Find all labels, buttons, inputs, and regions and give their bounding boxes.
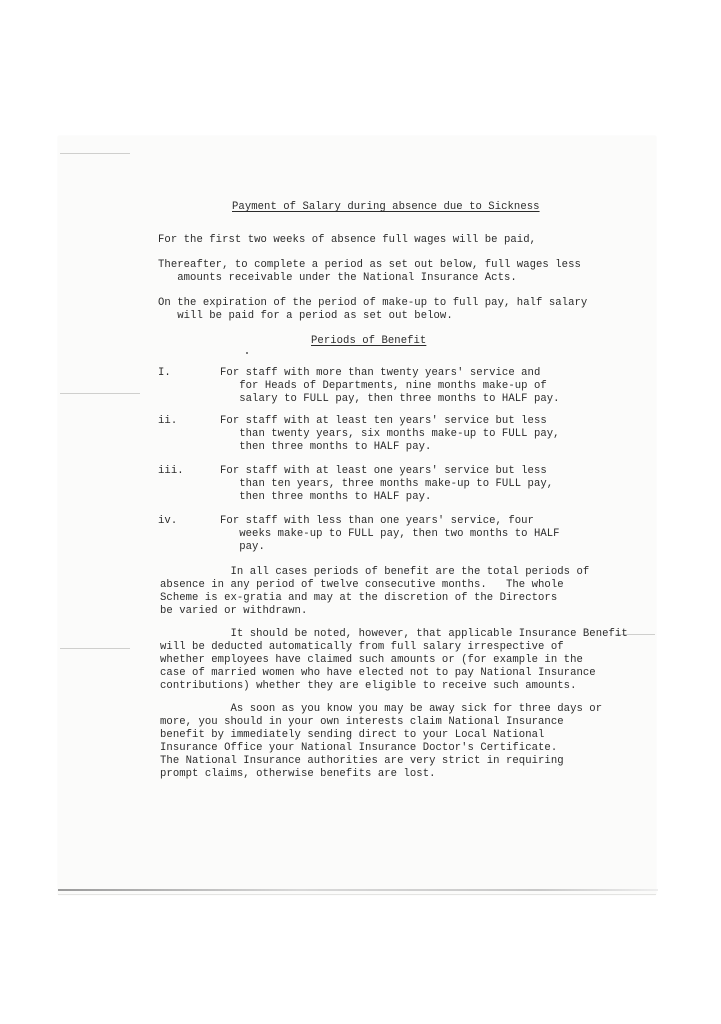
document-title: Payment of Salary during absence due to Sickness — [232, 201, 540, 213]
closing-paragraph-3-line-6: prompt claims, otherwise benefits are lost. — [160, 768, 436, 780]
closing-paragraph-1-line-4: be varied or withdrawn. — [160, 605, 308, 617]
benefit-numeral-1: I. — [158, 367, 171, 379]
benefit-numeral-2: ii. — [158, 415, 178, 427]
closing-paragraph-2-line-4: case of married women who have elected not to pay National Insurance — [160, 667, 596, 679]
sheet-bottom-edge — [58, 889, 658, 891]
benefit-4-line-3: pay. — [220, 541, 265, 553]
benefit-3-line-2: than ten years, three months make-up to FULL pay, — [220, 478, 554, 490]
intro-paragraph-3-line-2: will be paid for a period as set out below. — [158, 310, 453, 322]
benefit-3-line-1: For staff with at least one years' service but less — [220, 465, 547, 477]
closing-paragraph-2-line-2: will be deducted automatically from full salary irrespective of — [160, 641, 564, 653]
benefit-2-line-3: then three months to HALF pay. — [220, 441, 432, 453]
section-heading: Periods of Benefit — [311, 335, 427, 347]
benefit-4-line-1: For staff with less than one years' service, four — [220, 515, 534, 527]
fold-mark — [60, 153, 130, 154]
closing-paragraph-3-line-3: benefit by immediately sending direct to your Local National — [160, 729, 545, 741]
closing-paragraph-2-line-1: It should be noted, however, that applicable Insurance Benefit — [160, 628, 628, 640]
intro-paragraph-1-line-1: For the first two weeks of absence full wages will be paid, — [158, 234, 537, 246]
closing-paragraph-1-line-2: absence in any period of twelve consecutive months. The whole — [160, 579, 564, 591]
closing-paragraph-3-line-4: Insurance Office your National Insurance Doctor's Certificate. — [160, 742, 558, 754]
fold-mark — [60, 393, 140, 394]
closing-paragraph-3-line-5: The National Insurance authorities are very strict in requiring — [160, 755, 564, 767]
closing-paragraph-3-line-1: As soon as you know you may be away sick for three days or — [160, 703, 603, 715]
intro-paragraph-2-line-2: amounts receivable under the National Insurance Acts. — [158, 272, 517, 284]
stray-dot — [246, 352, 248, 354]
closing-paragraph-1-line-1: In all cases periods of benefit are the total periods of — [160, 566, 590, 578]
benefit-1-line-1: For staff with more than twenty years' service and — [220, 367, 541, 379]
benefit-1-line-2: for Heads of Departments, nine months make-up of — [220, 380, 547, 392]
benefit-4-line-2: weeks make-up to FULL pay, then two months to HALF — [220, 528, 560, 540]
benefit-numeral-3: iii. — [158, 465, 184, 477]
closing-paragraph-2-line-5: contributions) whether they are eligible to receive such amounts. — [160, 680, 577, 692]
fold-mark — [60, 648, 130, 649]
benefit-numeral-4: iv. — [158, 515, 178, 527]
closing-paragraph-1-line-3: Scheme is ex-gratia and may at the discretion of the Directors — [160, 592, 558, 604]
benefit-2-line-1: For staff with at least ten years' service but less — [220, 415, 547, 427]
intro-paragraph-3-line-1: On the expiration of the period of make-up to full pay, half salary — [158, 297, 588, 309]
benefit-3-line-3: then three months to HALF pay. — [220, 491, 432, 503]
benefit-2-line-2: than twenty years, six months make-up to FULL pay, — [220, 428, 560, 440]
closing-paragraph-3-line-2: more, you should in your own interests claim National Insurance — [160, 716, 564, 728]
intro-paragraph-2-line-1: Thereafter, to complete a period as set out below, full wages less — [158, 259, 581, 271]
benefit-1-line-3: salary to FULL pay, then three months to HALF pay. — [220, 393, 560, 405]
closing-paragraph-2-line-3: whether employees have claimed such amounts or (for example in the — [160, 654, 583, 666]
